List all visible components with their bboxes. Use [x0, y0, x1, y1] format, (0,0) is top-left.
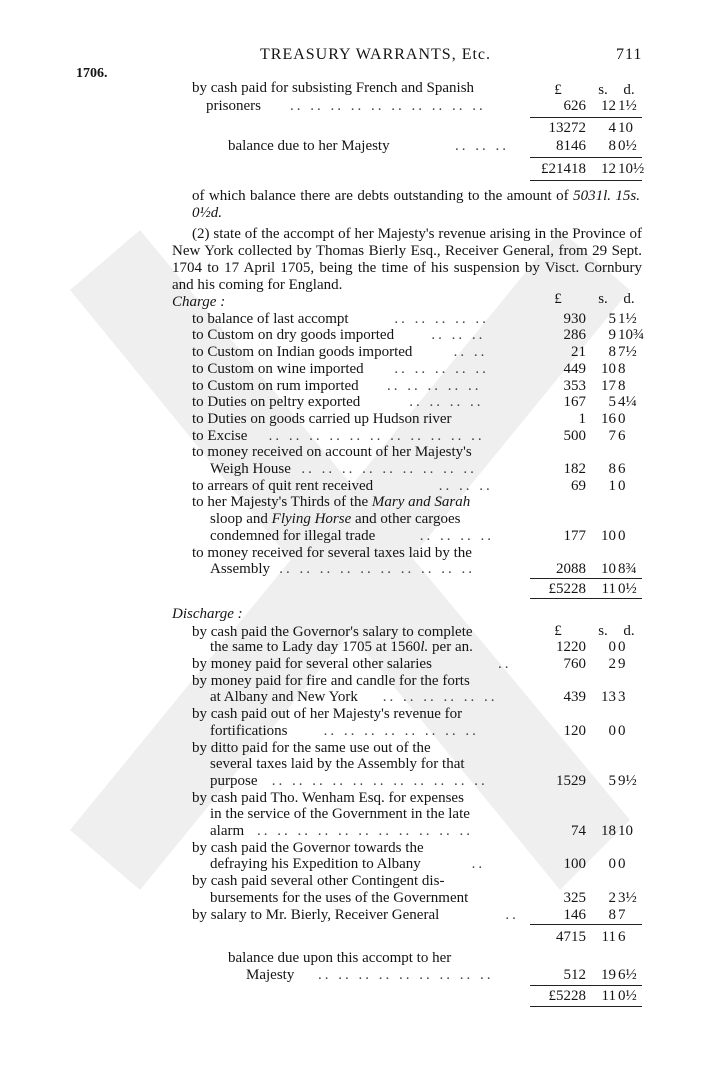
charge-item-1-text: to Custom on dry goods imported	[192, 327, 395, 344]
discharge-item-0-line0-text: by cash paid the Governor's salary to complete	[192, 623, 473, 640]
dot-leader: ..	[505, 906, 519, 923]
discharge-item-2-line0-text: by money paid for fire and candle for the forts	[192, 672, 470, 689]
dot-leader: .. .. .. .. .. .. .. ..	[323, 722, 479, 739]
balance-note: of which balance there are debts outstanding to the amount of 5031l. 15s. 0½d.	[192, 188, 640, 221]
discharge-item-8	[0, 905, 720, 925]
discharge-item-2-pounds: 439	[563, 689, 586, 706]
charge-total-rule-bottom	[530, 598, 642, 599]
balance-pounds: 8146	[556, 138, 586, 154]
discharge-item-3-line0-text: by cash paid out of her Majesty's revenue for	[192, 706, 463, 723]
charge-item-3-pounds: 449	[563, 360, 586, 377]
discharge-item-3-pounds: 120	[563, 722, 586, 739]
charge-item-8-shillings: 8	[608, 461, 616, 477]
balance-row	[0, 136, 720, 156]
dot-leader: ..	[471, 856, 486, 873]
dot-leader: .. .. .. .. .. .. .. .. .. ..	[290, 98, 486, 114]
charge-item-8-text: Weigh House	[210, 461, 291, 477]
discharge-item-0-pence: 0	[618, 639, 626, 656]
charge-total-row	[0, 579, 720, 599]
discharge-item-1-pence: 9	[618, 656, 626, 672]
charge-item-5-text: to Duties on peltry exported	[192, 394, 361, 411]
discharge-item-5-pounds: 74	[571, 823, 586, 839]
charge-item-2-shillings: 8	[608, 344, 616, 361]
total-shillings: 12	[601, 161, 616, 177]
prisoner-amount-pence: 1½	[618, 98, 637, 114]
discharge-item-4-pence: 9½	[618, 772, 637, 789]
charge-item-3-pence: 8	[618, 360, 626, 377]
discharge-item-5-line1-text: in the service of the Government in the late	[210, 806, 470, 823]
discharge-item-1-text: by money paid for several other salaries	[192, 656, 432, 672]
charge-item-9-pence: 0	[618, 477, 626, 494]
final-balance-row-text: Majesty	[246, 966, 295, 983]
charge-item-4-pence: 8	[618, 377, 626, 394]
charge-item-5-shillings: 5	[608, 394, 616, 411]
charge-item-11-pounds: 2088	[556, 561, 586, 578]
discharge-item-3-shillings: 0	[608, 722, 616, 739]
charge-item-0-pence: 1½	[618, 310, 637, 327]
charge-item-5-pence: 4¼	[618, 394, 637, 411]
charge-column-headings-pence: d.	[623, 291, 635, 307]
charge-item-8-pence: 6	[618, 461, 626, 477]
final-total-rule-bottom	[530, 1006, 642, 1007]
dot-leader: .. .. .. .. ..	[387, 377, 482, 394]
section-intro: (2) state of the accompt of her Majesty's revenue arising in the Province of New York collected by Thomas Bierly Esq., Receiver General, from 29 Sept. 1704 to 17 April 1705, being the time of his suspension by Visct. Cornbury and his coming for England.	[172, 226, 642, 293]
discharge-item-7-text: bursements for the uses of the Government	[210, 889, 469, 906]
dot-leader: .. ..	[453, 344, 488, 361]
final-total-pence: 0½	[618, 988, 637, 1005]
total-rule-top	[530, 157, 642, 158]
charge-item-10-line0-text: to her Majesty's Thirds of the Mary and Sarah	[192, 494, 471, 511]
charge-item-2-pounds: 21	[571, 344, 586, 361]
discharge-item-3-text: fortifications	[210, 722, 288, 739]
subtotal-pence: 10	[618, 120, 633, 136]
charge-item-11-shillings: 10	[601, 561, 616, 578]
final-total-pounds: £5228	[548, 988, 586, 1005]
charge-item-10-line1-text: sloop and Flying Horse and other cargoes	[210, 511, 461, 528]
discharge-item-0-text: the same to Lady day 1705 at 1560l. per an.	[210, 639, 473, 656]
dot-leader: .. .. .. .. .. .. .. .. .. .. ..	[257, 823, 473, 839]
charge-item-0-text: to balance of last accompt	[192, 310, 349, 327]
subtotal-row	[0, 118, 720, 138]
page-number: 711	[616, 46, 643, 63]
prisoner-entry	[0, 96, 720, 116]
discharge-item-4-shillings: 5	[608, 772, 616, 789]
discharge-item-4-line1-text: several taxes laid by the Assembly for that	[210, 756, 465, 773]
dot-leader: .. .. ..	[431, 327, 486, 344]
charge-item-11-line0-text: to money received for several taxes laid by the	[192, 544, 472, 561]
charge-column-headings-shillings: s.	[598, 291, 608, 307]
discharge-item-2-shillings: 13	[601, 689, 616, 706]
charge-item-4-pounds: 353	[563, 377, 586, 394]
charge-item-9-shillings: 1	[608, 477, 616, 494]
total-pence: 10½	[618, 161, 645, 177]
discharge-item-7-line0-text: by cash paid several other Contingent dis-	[192, 873, 445, 890]
discharge-item-4-pounds: 1529	[556, 772, 586, 789]
discharge-item-4-text: purpose	[210, 772, 258, 789]
discharge-item-8-pence: 7	[618, 906, 626, 923]
top-column-headings-pence: d.	[623, 82, 635, 98]
dot-leader: .. .. ..	[438, 477, 493, 494]
charge-item-1-pounds: 286	[563, 327, 586, 344]
prisoner-entry-line-text: by cash paid for subsisting French and Spanish	[192, 80, 475, 96]
discharge-item-8-shillings: 8	[608, 906, 616, 923]
final-balance-shillings: 19	[601, 966, 616, 983]
charge-item-6-pence: 0	[618, 410, 626, 427]
final-balance-row	[0, 965, 720, 985]
discharge-item-2-text: at Albany and New York	[210, 689, 358, 706]
charge-column-headings-pounds: £	[554, 291, 562, 307]
discharge-subtotal-pounds: 4715	[556, 929, 586, 946]
discharge-item-5-text: alarm	[210, 823, 245, 839]
charge-item-10-pounds: 177	[563, 527, 586, 544]
final-balance-pounds: 512	[563, 966, 586, 983]
discharge-item-4-line0-text: by ditto paid for the same use out of the	[192, 739, 431, 756]
discharge-item-6-line0-text: by cash paid the Governor towards the	[192, 839, 424, 856]
charge-item-4-shillings: 17	[601, 377, 616, 394]
charge-item-3-shillings: 10	[601, 360, 616, 377]
discharge-item-8-text: by salary to Mr. Bierly, Receiver General	[192, 906, 440, 923]
discharge-column-headings-shillings: s.	[598, 622, 608, 639]
charge-item-11-text: Assembly	[210, 561, 270, 578]
final-balance-line-text: balance due upon this accompt to her	[228, 949, 452, 966]
balance-row-text: balance due to her Majesty	[228, 138, 390, 154]
total-row	[0, 159, 720, 179]
charge-column-headings	[0, 289, 720, 309]
discharge-label-text: Discharge :	[172, 605, 243, 622]
discharge-item-6-pounds: 100	[563, 856, 586, 873]
year-marker: 1706.	[76, 66, 108, 81]
charge-item-7-pounds: 500	[563, 427, 586, 444]
dot-leader: .. .. .. ..	[419, 527, 495, 544]
prisoner-amount-pounds: 626	[563, 98, 586, 114]
final-total-row	[0, 986, 720, 1006]
dot-leader: .. .. .. .. .. .. .. .. ..	[301, 461, 477, 477]
dot-leader: .. .. ..	[455, 138, 509, 154]
subtotal-pounds: 13272	[548, 120, 586, 136]
dot-leader: .. .. .. .. .. .. .. .. ..	[318, 966, 494, 983]
charge-item-0-pounds: 930	[563, 310, 586, 327]
charge-item-1-pence: 10¾	[618, 327, 645, 344]
discharge-item-3-pence: 0	[618, 722, 626, 739]
balance-pence: 0½	[618, 138, 637, 154]
charge-item-7-pence: 6	[618, 427, 626, 444]
dot-leader: .. .. .. .. .. .. .. .. .. ..	[279, 561, 475, 578]
discharge-item-6-pence: 0	[618, 856, 626, 873]
charge-item-10-text: condemned for illegal trade	[210, 527, 376, 544]
top-column-headings-pounds: £	[554, 82, 562, 98]
charge-total-pounds: £5228	[548, 580, 586, 597]
dot-leader: ..	[498, 656, 512, 672]
charge-item-2-pence: 7½	[618, 344, 637, 361]
charge-item-8-pounds: 182	[563, 461, 586, 477]
top-column-headings-shillings: s.	[598, 82, 608, 98]
charge-item-10-shillings: 10	[601, 527, 616, 544]
discharge-item-7-shillings: 2	[608, 889, 616, 906]
discharge-item-1-pounds: 760	[563, 656, 586, 672]
charge-item-6-text: to Duties on goods carried up Hudson river	[192, 410, 452, 427]
discharge-item-2-pence: 3	[618, 689, 626, 706]
dot-leader: .. .. .. .. .. ..	[382, 689, 498, 706]
balance-shillings: 8	[608, 138, 616, 154]
discharge-item-5-shillings: 18	[601, 823, 616, 839]
charge-item-3-text: to Custom on wine imported	[192, 360, 364, 377]
discharge-subtotal-pence: 6	[618, 929, 626, 946]
discharge-item-5-line0-text: by cash paid Tho. Wenham Esq. for expenses	[192, 789, 464, 806]
charge-item-7-shillings: 7	[608, 427, 616, 444]
charge-total-pence: 0½	[618, 580, 637, 597]
charge-item-8-line0-text: to money received on account of her Majesty's	[192, 444, 472, 461]
charge-item-9-text: to arrears of quit rent received	[192, 477, 374, 494]
prisoner-entry-text: prisoners	[206, 98, 261, 114]
discharge-item-6-text: defraying his Expedition to Albany	[210, 856, 421, 873]
charge-label-text: Charge :	[172, 294, 226, 310]
discharge-item-8-pounds: 146	[563, 906, 586, 923]
discharge-subtotal-shillings: 11	[601, 929, 616, 946]
charge-item-7-text: to Excise	[192, 427, 248, 444]
charge-total-shillings: 11	[601, 580, 616, 597]
charge-item-9-pounds: 69	[571, 477, 586, 494]
charge-item-4-text: to Custom on rum imported	[192, 377, 359, 394]
discharge-item-0-shillings: 0	[608, 639, 616, 656]
discharge-column-headings-pounds: £	[554, 622, 562, 639]
charge-item-11-pence: 8¾	[618, 561, 637, 578]
discharge-subtotal-rule	[530, 924, 642, 925]
discharge-item-5-pence: 10	[618, 823, 633, 839]
discharge-column-headings-pence: d.	[623, 622, 635, 639]
discharge-item-1-shillings: 2	[608, 656, 616, 672]
page-title: TREASURY WARRANTS, Etc.	[260, 46, 492, 63]
discharge-item-7-pounds: 325	[563, 889, 586, 906]
charge-item-0-shillings: 5	[608, 310, 616, 327]
charge-item-6-pounds: 1	[578, 410, 586, 427]
charge-item-6-shillings: 16	[601, 410, 616, 427]
dot-leader: .. .. .. .. ..	[394, 310, 489, 327]
final-total-shillings: 11	[601, 988, 616, 1005]
discharge-subtotal-row	[0, 927, 720, 947]
dot-leader: .. .. .. ..	[409, 394, 484, 411]
discharge-item-0-pounds: 1220	[556, 639, 586, 656]
total-pounds: £21418	[541, 161, 586, 177]
charge-item-10-pence: 0	[618, 527, 626, 544]
total-rule-bottom	[530, 180, 642, 181]
charge-item-1-shillings: 9	[608, 327, 616, 344]
discharge-item-7-pence: 3½	[618, 889, 637, 906]
dot-leader: .. .. .. .. .. .. .. .. .. .. ..	[268, 427, 485, 444]
subtotal-shillings: 4	[608, 120, 616, 136]
dot-leader: .. .. .. .. ..	[394, 360, 489, 377]
charge-item-2-text: to Custom on Indian goods imported	[192, 344, 413, 361]
dot-leader: .. .. .. .. .. .. .. .. .. .. ..	[271, 772, 488, 789]
discharge-item-6-shillings: 0	[608, 856, 616, 873]
final-balance-pence: 6½	[618, 966, 637, 983]
charge-item-11	[0, 559, 720, 579]
charge-item-5-pounds: 167	[563, 394, 586, 411]
prisoner-amount-shillings: 12	[601, 98, 616, 114]
